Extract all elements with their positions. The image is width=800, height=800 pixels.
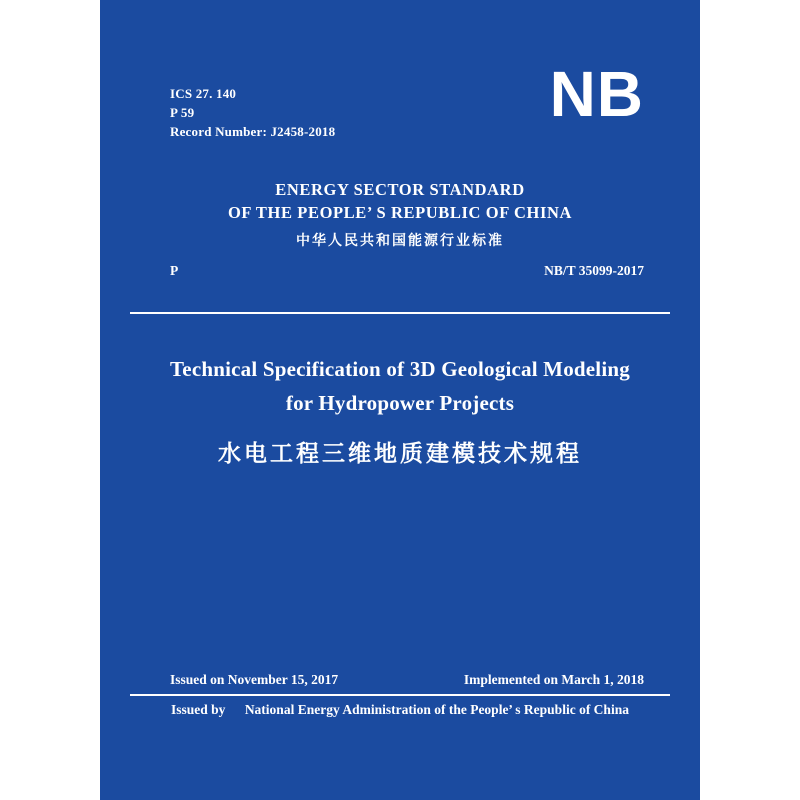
issuer-row [100,702,700,718]
date-row [170,672,644,688]
divider-bottom [130,694,670,696]
record-number: Record Number: J2458-2018 [170,124,336,139]
title-en-line-1: Technical Specification of 3D Geological Modeling [170,357,630,381]
standard-cover [100,0,700,800]
standard-line-en-2: OF THE PEOPLE’ S REPUBLIC OF CHINA [227,203,573,222]
issued-by-organization: National Energy Administration of the People’ s Republic of China [244,702,629,717]
standard-authority-block [100,178,700,254]
standard-line-cn: 中华人民共和国能源行业标准 [296,233,504,249]
classification-code: P 59 [170,105,195,120]
implemented-on-date: Implemented on March 1, 2018 [463,672,644,687]
header-reference-block [170,84,335,141]
ics-number: ICS 27. 140 [170,86,237,101]
title-cn: 水电工程三维地质建模技术规程 [218,441,582,467]
standard-line-en-1: ENERGY SECTOR STANDARD [275,180,525,199]
document-title-block [140,352,660,474]
issued-on-date: Issued on November 15, 2017 [170,672,339,687]
nb-logo: NB [549,58,644,130]
title-en-line-2: for Hydropower Projects [285,391,515,415]
issued-by-label: Issued by [171,702,226,717]
divider-top [130,312,670,314]
standard-code: NB/T 35099-2017 [544,263,644,278]
category-letter: P [170,263,179,278]
standard-code-row [170,263,644,279]
